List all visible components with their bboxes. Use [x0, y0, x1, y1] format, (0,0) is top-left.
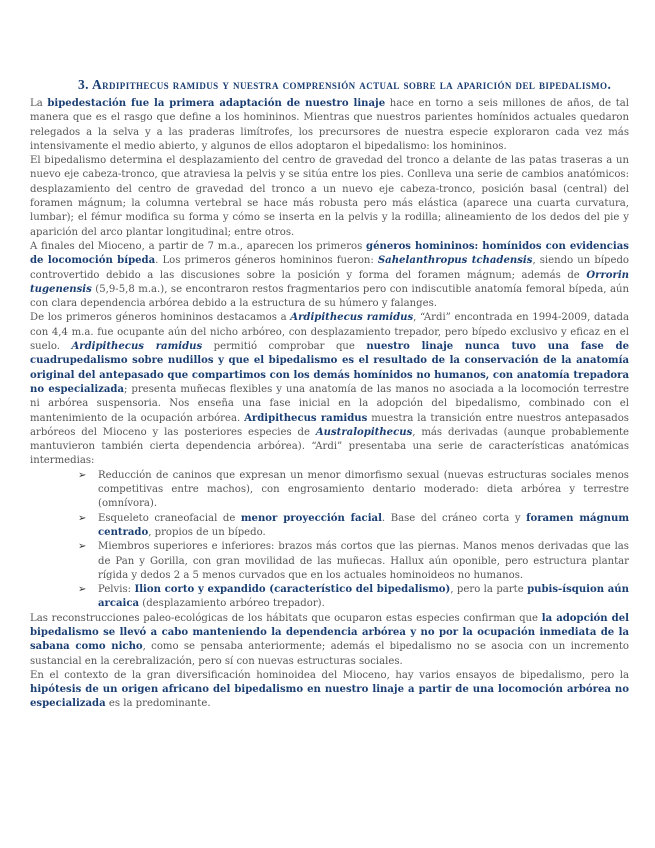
paragraph-paleoecologia [30, 612, 629, 669]
bold-text: hipótesis de un origen africano del bipedalismo en nuestro linaje a partir de una locomoción arbórea no especializada [30, 684, 629, 710]
text: Miembros superiores e inferiores: brazos más cortos que las piernas. Manos menos derivadas que las de Pan y Gorilla, con gran movilidad de las muñecas. Hallux aún oponible, pero estructura plantar rígida y dedos 2 a 5 menos curvados que en los actuales hominoideos no humanos. [98, 541, 629, 581]
text: ; presenta muñecas flexibles y una anatomía de las manos no asociada a la locomoción terrestre ni arbórea suspensoria. Nos enseña una fase inicial en la adopción del bipedalismo, combinado con el mantenimiento de la ocupación arbórea. [30, 383, 629, 424]
text: Esqueleto craneofacial de [98, 512, 241, 524]
text: (5,9-5,8 m.a.), se encontraron restos fragmentarios pero con indiscutible anatomía femoral bípeda, aún con clara dependencia arbórea debido a la estructura de su húmero y falanges. [30, 283, 629, 310]
bold-text: foramen mágnum centrado [98, 512, 629, 538]
species-name: Australopithecus [315, 426, 413, 438]
text: De los primeros géneros homininos destacamos a [30, 312, 291, 324]
species-name: Sahelanthropus tchadensis [377, 255, 533, 267]
text: . Base del cráneo corta y [381, 512, 527, 524]
arrow-bullet-icon: ➢ [78, 584, 87, 596]
bold-text: géneros homininos: homínidos con evidencias de locomoción bípeda [30, 240, 629, 267]
paragraph-hipotesis [30, 669, 629, 712]
list-item [78, 469, 629, 512]
bold-text: menor proyección facial [240, 512, 382, 524]
text: , “Ardi” encontrada en 1994-2009, datada con 4,4 m.a. fue ocupante aún del nicho arbóreo, con desplazamiento trepador, pero bípedo exclusivo y eficaz en el suelo. [30, 312, 629, 353]
text: es la predominante. [105, 698, 211, 710]
text: (desplazamiento arbóreo trepador). [139, 598, 325, 610]
species-name: Ardipithecus ramidus [71, 341, 203, 353]
text: La [30, 98, 48, 109]
text: En el contexto de la gran diversificación hominoidea del Mioceno, hay varios ensayos de bipedalismo, pero la [30, 669, 629, 681]
text: , propios de un bípedo. [148, 526, 266, 538]
list-item [78, 583, 629, 612]
bold-text: Ilion corto y expandido (característico del bipedalismo) [134, 584, 451, 596]
text: Pelvis: [98, 584, 135, 596]
bold-text: pubis-ísquion aún arcaica [98, 584, 629, 610]
text: Las reconstrucciones paleo-ecológicas de los hábitats que ocuparon estas especies confirman que [30, 612, 542, 624]
bold-text: Ardipithecus ramidus [244, 412, 368, 424]
paragraph-bipedalismo-cambios: El bipedalismo determina el desplazamiento del centro de gravedad del tronco a delante de las patas traseras a un nuevo eje cabeza-tronco, que atraviesa la pelvis y se sitúa entre los pies. Conlleva una serie de cambios anatómicos: desplazamiento del centro de gravedad del tronco a un nuevo eje cabeza-tronco, posición basal (central) del foramen mágnum; la columna vertebral se hace más robusta pero más elástica (aparece una cuarta curvatura, lumbar); el fémur modifica su forma y cómo se inserta en la pelvis y la rodilla; alineamiento de los dedos del pie y aparición del arco plantar longitudinal; entre otros. [30, 155, 629, 238]
section-heading: 3. Ardipithecus ramidus y nuestra comprensión actual sobre la aparición del bipedalismo. [78, 77, 612, 92]
text: Reducción de caninos que expresan un menor dimorfismo sexual (nuevas estructuras sociales menos competitivas entre machos), con engrosamiento dentario moderado: dieta arbórea y terrestre (omnívora). [98, 469, 629, 510]
characteristics-list [30, 469, 629, 612]
bold-text: nuestro linaje nunca tuvo una fase de cuadrupedalismo sobre nudillos y que el bipedalismo es el resultado de la conservación de la anatomía original del antepasado que compartimos con los demás homínidos no humanos, con anatomía trepadora no especializada [30, 341, 629, 395]
text: permitió comprobar que [202, 341, 367, 353]
species-name: Orrorin tugenensis [30, 269, 629, 295]
text: , más derivadas (aunque probablemente mantuvieron también cierta dependencia arbórea). “Ardi” presentaba una serie de características anatómicas intermedias: [30, 426, 630, 467]
text: , como se pensaba anteriormente; además el bipedalismo no se asocia con un incremento sustancial en la cerebralización, pero sí con nuevas estructuras sociales. [30, 641, 629, 667]
text: A finales del Mioceno, a partir de 7 m.a., aparecen los primeros [30, 240, 367, 252]
text: . Los primeros géneros homininos fueron: [155, 255, 378, 267]
arrow-bullet-icon: ➢ [78, 512, 87, 524]
arrow-bullet-icon: ➢ [78, 469, 87, 481]
text: , pero la parte [450, 584, 528, 596]
paragraph-mioceno [30, 240, 629, 311]
list-item [78, 540, 629, 583]
species-name: Ardipithecus ramidus [290, 312, 414, 324]
bold-text: bipedestación fue la primera adaptación de nuestro linaje [47, 98, 386, 109]
text: muestra la transición entre nuestros antepasados arbóreos del Mioceno y las posteriores especies de [30, 412, 629, 438]
bold-text: la adopción del bipedalismo se llevó a cabo manteniendo la dependencia arbórea y no por la ocupación inmediata de la sabana como nicho [30, 612, 629, 653]
list-item [78, 512, 629, 541]
paragraph-bipedestacion [30, 97, 629, 154]
arrow-bullet-icon: ➢ [78, 541, 87, 553]
paragraph-ardipithecus [30, 311, 629, 468]
text: , siendo un bípedo controvertido debido a las discusiones sobre la posición y forma del foramen mágnum; además de [30, 255, 630, 281]
text: hace en torno a seis millones de años, de tal manera que es el rasgo que define a los homininos. Mientras que nuestros parientes homínidos actuales quedaron relegados a la selva y a las praderas limítrofes, los precursores de nuestra especie exploraron cada vez más intensivamente el medio abierto, y algunos de ellos adoptaron el bipedalismo: los homininos. [30, 98, 629, 152]
